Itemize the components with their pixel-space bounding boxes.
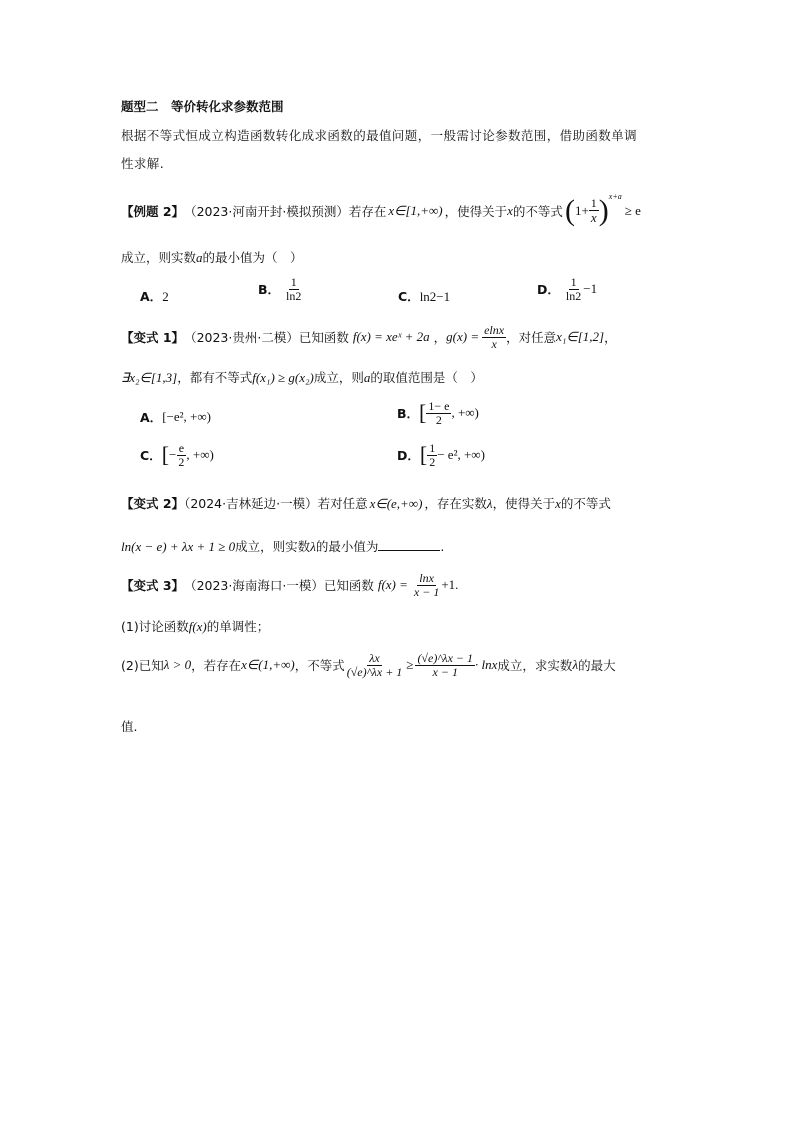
answer-blank[interactable] [378,540,440,551]
section-intro-line1: 根据不等式恒成立构造函数转化成求函数的最值问题，一般需讨论参数范围，借助函数单调 [121,128,638,143]
example2-text-a: 若存在 [348,204,387,219]
variant1-option-c[interactable]: C． [ − $\frac{e}{2}$ , +∞) [140,441,214,469]
variant1-option-b[interactable]: B． [ $\frac{1- e}{2}$ , +∞) [397,399,479,427]
example2-option-d[interactable]: D． $\frac{1}{\ln 2}$ −1 [537,275,598,303]
example2-line1 [121,192,641,227]
variant1-option-a[interactable]: A． [−e², +∞) [140,409,211,425]
variant1-option-d[interactable]: D． [ $\frac{1}{2}$ − e², +∞) [397,441,485,469]
variant2-line2: ln(x − e) + λx + 1 ≥ 0成立，则实数λ的最小值为 . [121,539,445,554]
variant3-tag: 【变式 3】 [121,578,185,594]
variant3-line1: 【变式 3】 （2023·海南海口·一模） 已知函数 f(x) = $\frac{\ln x}{x - 1}$ +1. [121,571,459,599]
example2-condition: x∈[1,+∞) [388,203,443,218]
variant3-question2-line2: 值. [121,719,138,734]
example2-option-b[interactable]: B． $\frac{1}{\ln 2}$ [258,275,302,303]
example2-text-b: ，使得关于 [444,204,508,219]
example2-line2: 成立，则实数a的最小值为（ ） [121,250,303,265]
example2-inequality: ( 1+ $\frac{1}{x}$ ) x+a ≥ e [564,192,641,227]
example2-option-c[interactable]: C．ln2−1 [398,289,451,304]
example2-option-a[interactable]: A．2 [140,289,169,304]
example2-tag: 【例题 2】 [121,204,185,219]
example2-source: （2023·河南开封·模拟预测） [184,204,349,219]
variant3-question2: (2)已知 λ > 0 ，若存在 x∈(1,+∞) ，不等式 $\frac{\lambda x}{(√e)\^{}\lambda x + 1}$ ≥ $\frac{(√e)\^{}\lambda x - 1}{x - 1}$ · lnx 成立，求实数 λ 的最大 [121,651,616,679]
variant2-tag: 【变式 2】 [121,496,185,511]
variant3-question1: (1)讨论函数f(x)的单调性； [121,619,270,634]
variant1-tag: 【变式 1】 [121,330,185,346]
variant2-line1: 【变式 2】（2024·吉林延边·一模）若对任意 x∈(e,+∞) ，存在实数λ，使得关于x的不等式 [121,496,611,511]
example2-var: x [507,203,513,218]
variant1-line2: ∃x₂∈[1,3]，都有不等式f(x₁) ≥ g(x₂)成立，则a的取值范围是（ ） [121,370,483,385]
section-intro-line2: 性求解. [121,156,165,171]
variant1-line1: 【变式 1】 （2023·贵州·二模） 已知函数 f(x) = xeˣ + 2a ， g(x) = $\frac{elnx}{x}$ ，对任意 x₁∈[1,2] ， [121,323,617,351]
section-title: 题型二 等价转化求参数范围 [121,99,284,114]
example2-text-c: 的不等式 [512,204,563,219]
